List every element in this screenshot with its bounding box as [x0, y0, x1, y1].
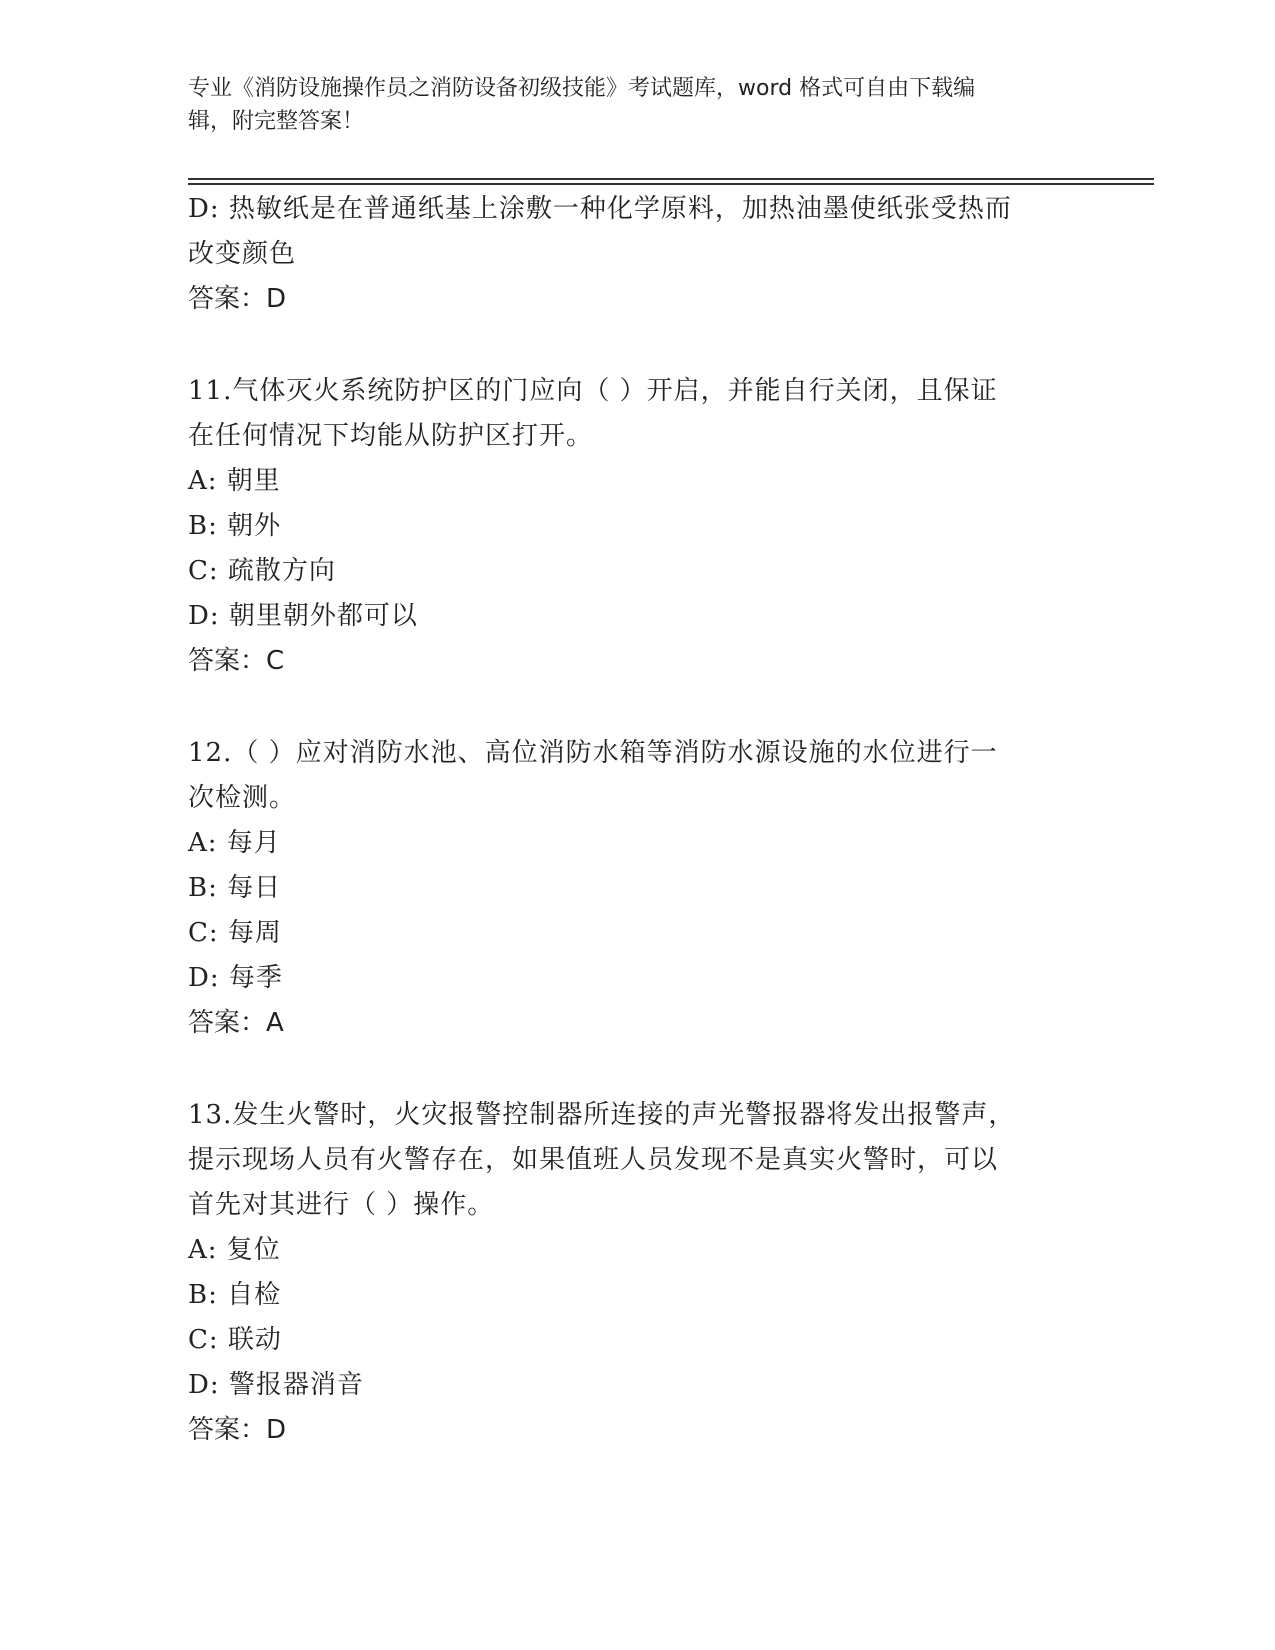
- question-content: [188, 187, 1088, 1500]
- question-13: [188, 1093, 1088, 1453]
- answer-line: 答案：D: [188, 1415, 287, 1445]
- option-a: A: 每月: [188, 828, 281, 858]
- header-divider-top: [188, 178, 1154, 180]
- option-d-line-1: D: 热敏纸是在普通纸基上涂敷一种化学原料，加热油墨使纸张受热而: [188, 194, 1012, 224]
- option-a: A: 朝里: [188, 466, 281, 496]
- header-line-2: 辑，附完整答案！: [188, 109, 365, 134]
- question-stem-line-1: 13.发生火警时，火灾报警控制器所连接的声光警报器将发出报警声，: [188, 1100, 1016, 1130]
- answer-line: 答案：C: [188, 646, 285, 676]
- question-11: [188, 369, 1088, 684]
- question-stem-line-1: 11.气体灭火系统防护区的门应向（ ）开启，并能自行关闭，且保证: [188, 376, 998, 406]
- header-divider-bottom: [188, 183, 1154, 185]
- question-12: [188, 731, 1088, 1046]
- option-b: B: 朝外: [188, 511, 282, 541]
- question-stem-line-1: 12.（ ）应对消防水池、高位消防水箱等消防水源设施的水位进行一: [188, 738, 998, 768]
- page-header: [188, 72, 1088, 138]
- option-b: B: 自检: [188, 1280, 282, 1310]
- question-stem-line-2: 在任何情况下均能从防护区打开。: [188, 421, 594, 451]
- option-b: B: 每日: [188, 873, 282, 903]
- answer-line: 答案：A: [188, 1008, 284, 1038]
- question-stem-line-2: 次检测。: [188, 783, 297, 813]
- option-c: C: 每周: [188, 918, 282, 948]
- option-d: D: 警报器消音: [188, 1370, 364, 1400]
- option-d-line-2: 改变颜色: [188, 239, 297, 269]
- option-c: C: 联动: [188, 1325, 282, 1355]
- answer-line: 答案：D: [188, 284, 287, 314]
- previous-question-tail: [188, 187, 1088, 322]
- option-d: D: 每季: [188, 963, 283, 993]
- question-stem-line-2: 提示现场人员有火警存在，如果值班人员发现不是真实火警时，可以: [188, 1145, 999, 1175]
- option-a: A: 复位: [188, 1235, 281, 1265]
- question-stem-line-3: 首先对其进行（ ）操作。: [188, 1190, 495, 1220]
- option-c: C: 疏散方向: [188, 556, 336, 586]
- option-d: D: 朝里朝外都可以: [188, 601, 418, 631]
- header-line-1: 专业《消防设施操作员之消防设备初级技能》考试题库，word 格式可自由下载编: [188, 76, 976, 101]
